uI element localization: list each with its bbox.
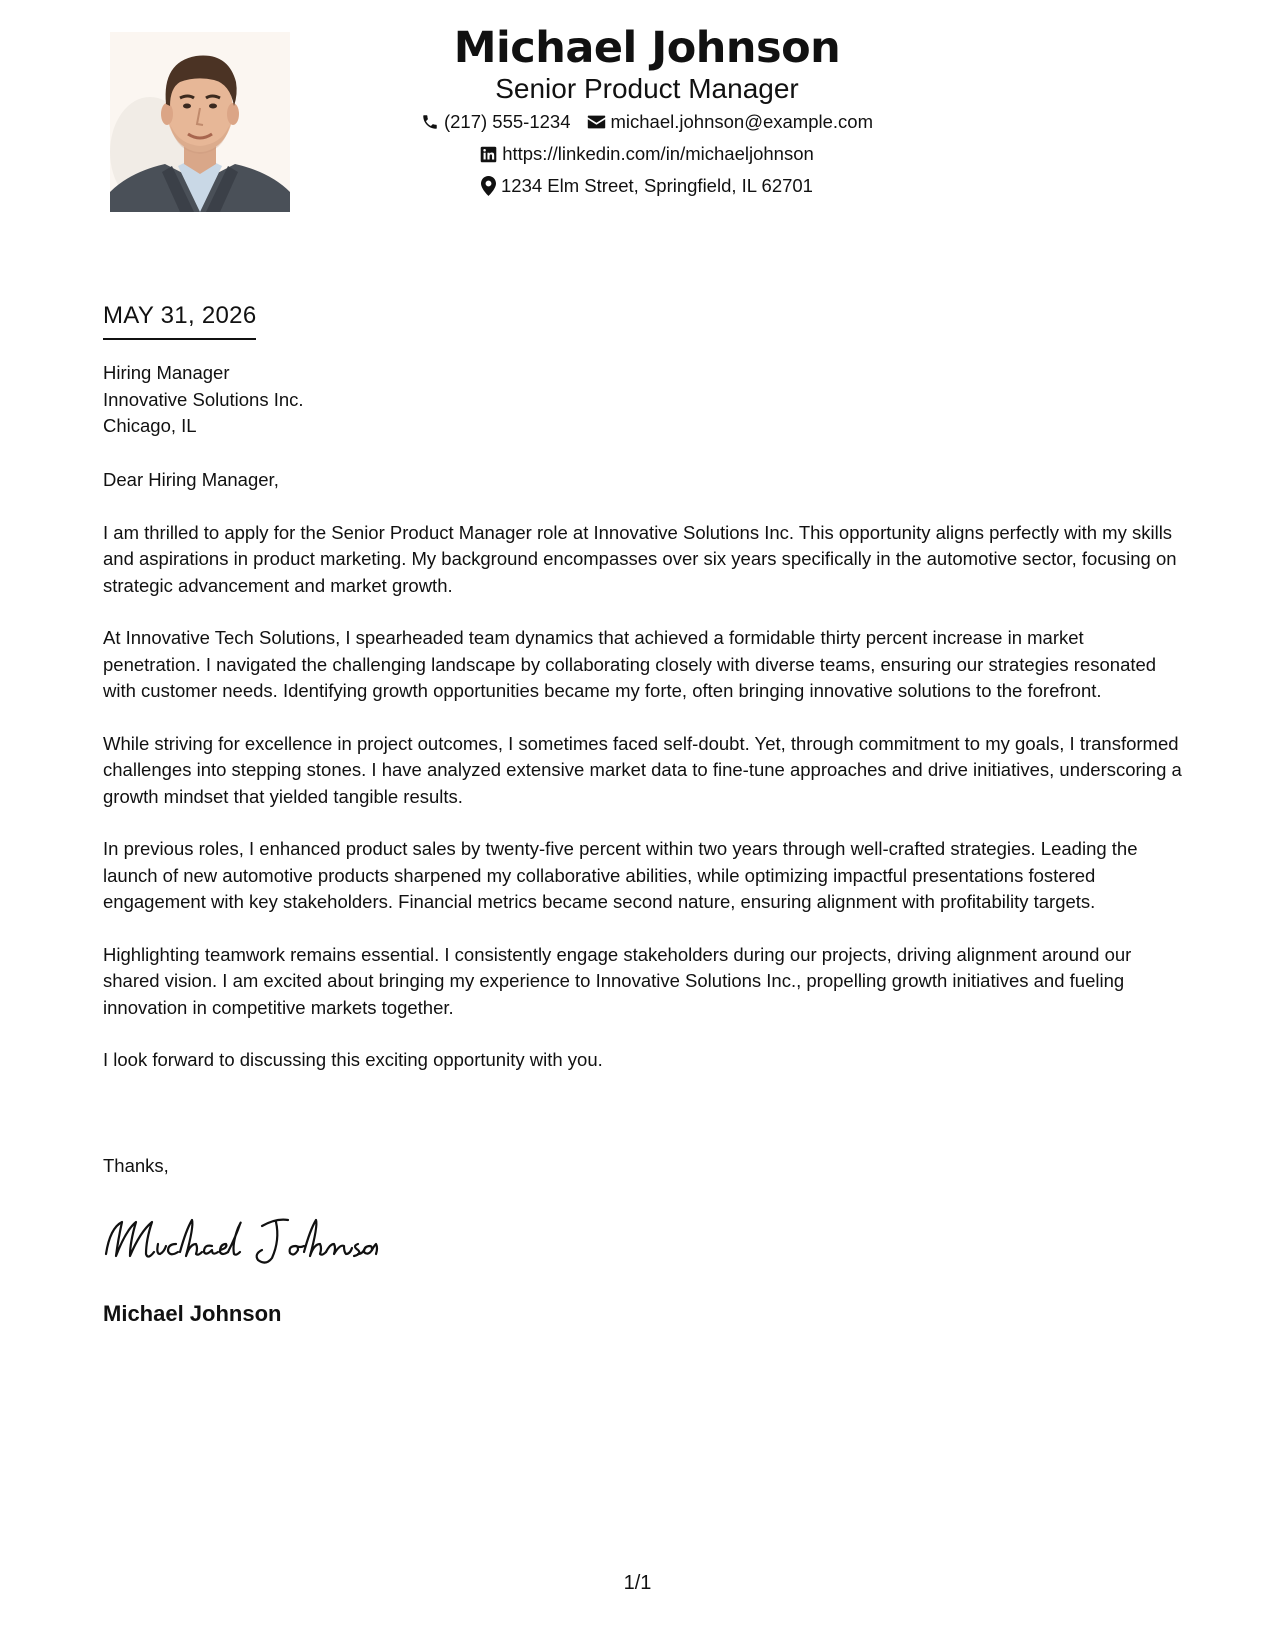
applicant-name: Michael Johnson bbox=[453, 23, 841, 73]
body-paragraph: Highlighting teamwork remains essential. I consistently engage stakeholders during our projects, driving alignment around our shared vision. I am excited about bringing my experience to Innovative Solutions Inc., propelling growth initiatives and fueling innovation in competitive markets together. bbox=[103, 943, 1132, 1018]
complimentary-close: Thanks, bbox=[103, 1155, 169, 1176]
recipient-block bbox=[103, 360, 304, 440]
recipient-title: Hiring Manager bbox=[103, 362, 230, 383]
body-paragraph: I look forward to discussing this exciting opportunity with you. bbox=[103, 1049, 603, 1070]
phone-contact bbox=[421, 110, 571, 134]
recipient-location: Chicago, IL bbox=[103, 415, 197, 436]
letter-body bbox=[103, 467, 1183, 1100]
salutation: Dear Hiring Manager, bbox=[103, 469, 279, 490]
contact-line-1 bbox=[300, 106, 994, 138]
body-paragraph: While striving for excellence in project outcomes, I sometimes faced self-doubt. Yet, through commitment to my goals, I transformed challenges into stepping stones. I have analyzed extensive market data to fine-tune approaches and drive initiatives, underscoring a growth mindset that yielded tangible results. bbox=[103, 732, 1182, 807]
profile-photo bbox=[110, 32, 290, 212]
contact-line-3 bbox=[300, 170, 994, 202]
body-paragraph: In previous roles, I enhanced product sales by twenty-five percent within two years through well-crafted strategies. Leading the launch of new automotive products sharpened my collaborative abilities, while optimizing impactful presentations fostered engagement with key stakeholders. Financial metrics became second nature, ensuring alignment with profitability targets. bbox=[103, 838, 1138, 912]
body-paragraph: I am thrilled to apply for the Senior Product Manager role at Innovative Solutions Inc. This opportunity aligns perfectly with my skills and aspirations in product marketing. My background encompasses over six years specifically in the automotive sector, focusing on strategic advancement and market growth. bbox=[103, 521, 1177, 596]
page-number: 1/1 bbox=[623, 1572, 652, 1594]
envelope-icon bbox=[587, 114, 606, 130]
body-paragraph: At Innovative Tech Solutions, I spearheaded team dynamics that achieved a formidable thirty percent increase in market penetration. I navigated the challenging landscape by collaborating closely with diverse teams, ensuring our strategies resonated with customer needs. Identifying growth opportunities became my forte, often bringing innovative solutions to the forefront. bbox=[103, 627, 1157, 701]
job-title: Senior Product Manager bbox=[495, 73, 799, 104]
letterhead bbox=[300, 22, 994, 202]
phone-number: (217) 555-1234 bbox=[443, 111, 571, 132]
address-contact bbox=[481, 174, 813, 198]
signer-name: Michael Johnson bbox=[103, 1301, 282, 1326]
mailing-address: 1234 Elm Street, Springfield, IL 62701 bbox=[501, 175, 813, 196]
linkedin-contact bbox=[480, 142, 814, 166]
email-contact bbox=[587, 110, 874, 134]
map-pin-icon bbox=[481, 176, 496, 196]
handwritten-signature bbox=[100, 1210, 380, 1270]
email-address[interactable]: michael.johnson@example.com bbox=[610, 111, 873, 132]
linkedin-icon bbox=[480, 146, 497, 163]
recipient-company: Innovative Solutions Inc. bbox=[103, 388, 304, 410]
letter-date: MAY 31, 2026 bbox=[103, 300, 256, 340]
contact-line-2 bbox=[300, 138, 994, 170]
phone-icon bbox=[421, 113, 439, 131]
linkedin-url[interactable]: https://linkedin.com/in/michaeljohnson bbox=[502, 143, 814, 164]
